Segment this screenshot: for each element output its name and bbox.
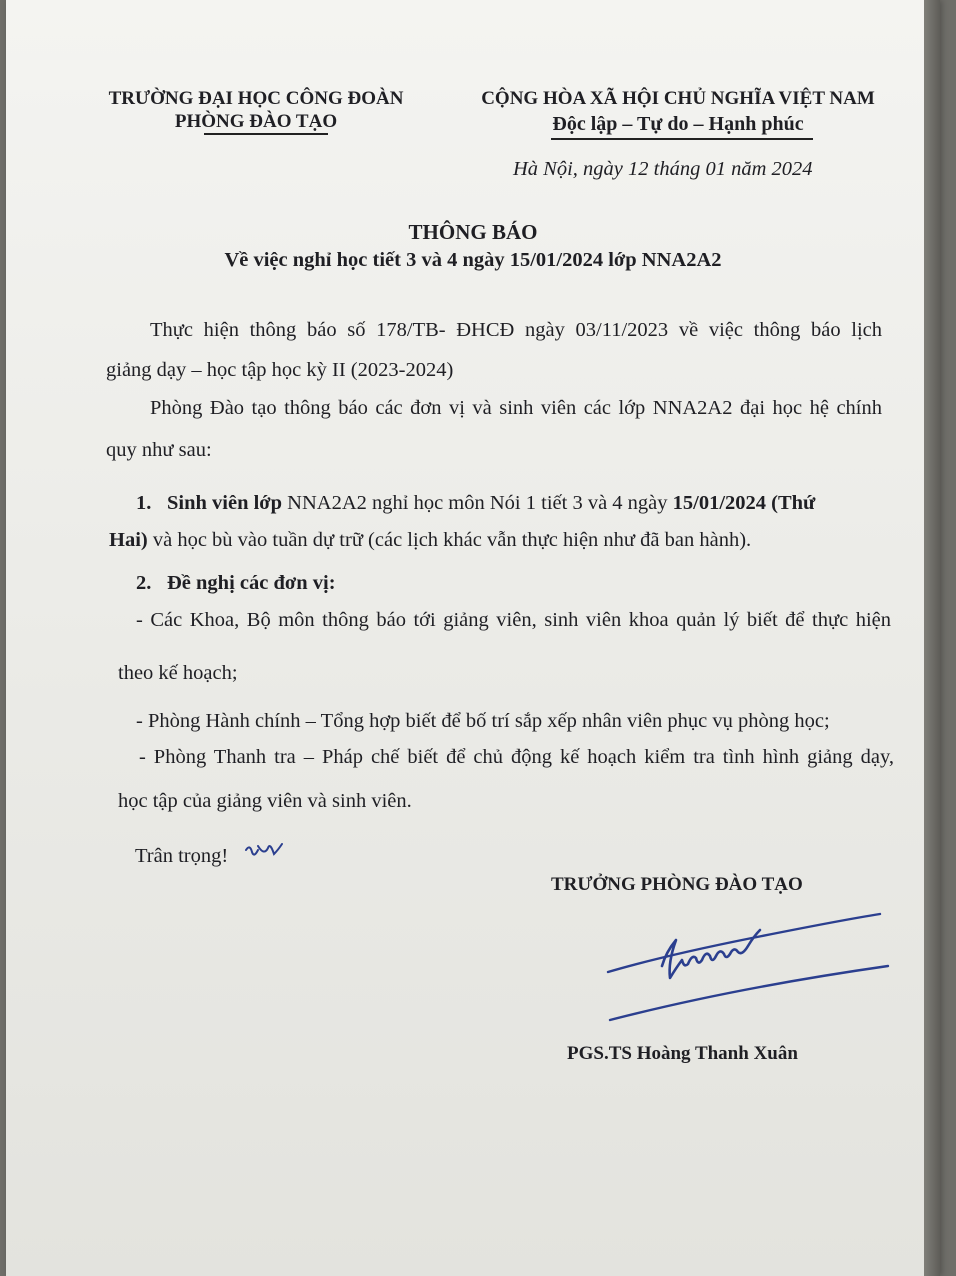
org-name: TRƯỜNG ĐẠI HỌC CÔNG ĐOÀN <box>108 88 404 109</box>
paragraph-2-line-1: Phòng Đào tạo thông báo các đơn vị và sinh viên các lớp NNA2A2 đại học hệ chính <box>150 397 882 419</box>
date-line: Hà Nội, ngày 12 tháng 01 năm 2024 <box>513 158 813 180</box>
item-1-line-1 <box>167 493 882 514</box>
signer-name: PGS.TS Hoàng Thanh Xuân <box>567 1043 798 1064</box>
item-1-line-2 <box>109 530 751 551</box>
nation-name: CỘNG HÒA XÃ HỘI CHỦ NGHĨA VIỆT NAM <box>481 88 875 109</box>
paragraph-2-line-2: quy như sau: <box>106 439 212 461</box>
bullet-2: - Phòng Hành chính – Tổng hợp biết để bố trí sắp xếp nhân viên phục vụ phòng học; <box>136 710 830 732</box>
org-department: PHÒNG ĐÀO TẠO <box>174 111 338 132</box>
motto-underline <box>551 138 813 140</box>
item-1-date: 15/01/2024 (Thứ <box>672 492 816 514</box>
bullet-3-line-1: - Phòng Thanh tra – Pháp chế biết để chủ động kế hoạch kiểm tra tình hình giảng dạy, <box>139 746 894 768</box>
signer-title: TRƯỞNG PHÒNG ĐÀO TẠO <box>551 874 803 895</box>
org-underline <box>204 133 328 135</box>
item-1-day: Hai) <box>109 529 148 551</box>
paragraph-1-line-1: Thực hiện thông báo số 178/TB- ĐHCĐ ngày 03/11/2023 về việc thông báo lịch <box>150 319 882 341</box>
handwritten-signature <box>602 900 892 1030</box>
document-title: THÔNG BÁO <box>408 220 538 244</box>
item-2-number: 2. <box>136 572 152 594</box>
bullet-1-line-1: - Các Khoa, Bộ môn thông báo tới giảng viên, sinh viên khoa quản lý biết để thực hiện <box>136 609 891 631</box>
closing-text: Trân trọng! <box>135 845 229 867</box>
initials-mark <box>240 836 310 866</box>
document-page <box>6 0 940 1276</box>
bullet-3-line-2: học tập của giảng viên và sinh viên. <box>118 790 412 812</box>
item-1-number: 1. <box>136 492 152 514</box>
item-2-label: Đề nghị các đơn vị: <box>167 572 336 594</box>
item-1-continuation: và học bù vào tuần dự trữ (các lịch khác vẫn thực hiện như đã ban hành). <box>147 529 752 551</box>
item-1-lead: Sinh viên lớp <box>167 492 283 514</box>
paper-edge-shadow <box>924 0 940 1276</box>
item-1-text: NNA2A2 nghỉ học môn Nói 1 tiết 3 và 4 ngày <box>282 492 673 514</box>
nation-motto: Độc lập – Tự do – Hạnh phúc <box>552 113 804 135</box>
bullet-1-line-2: theo kế hoạch; <box>118 662 238 684</box>
paragraph-1-line-2: giảng dạy – học tập học kỳ II (2023-2024) <box>106 359 454 381</box>
document-subtitle: Về việc nghỉ học tiết 3 và 4 ngày 15/01/2024 lớp NNA2A2 <box>224 249 722 271</box>
